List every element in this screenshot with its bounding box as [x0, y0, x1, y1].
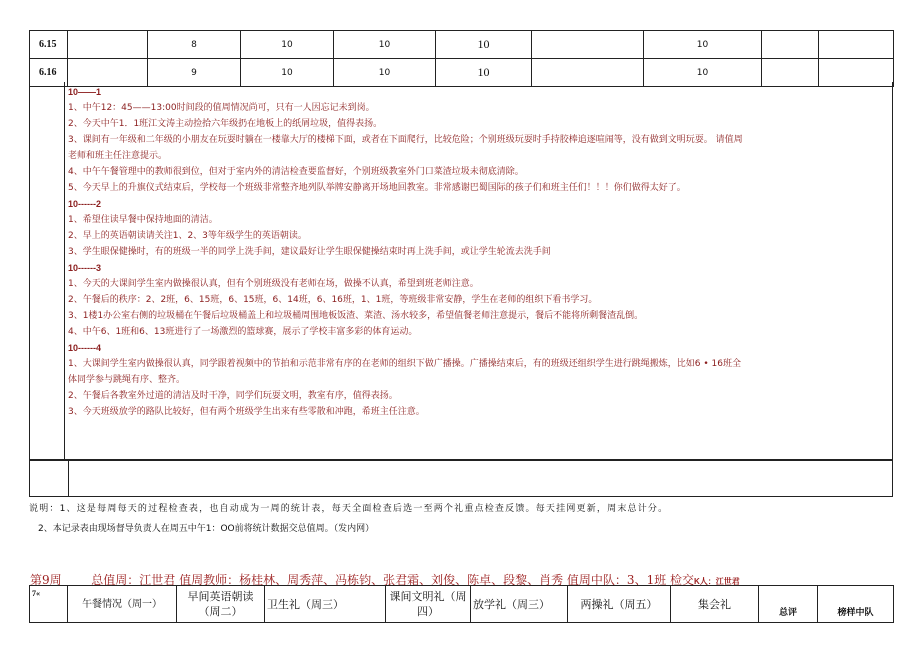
note-section-4: [68, 340, 888, 420]
note-line: 2、早上的英语朝读请关注1、2、3等年级学生的英语朝读。: [68, 231, 307, 241]
week-label: 第9周: [30, 573, 62, 587]
section-title: 10------2: [68, 199, 101, 209]
note-line: 5、今天早上的升旗仪式结束后，学校每一个班级非常整齐地列队举牌安静离开场地回教室。非常感谢巴蜀国际的孩子们和班主任们！！！你们做得太好了。: [68, 183, 686, 193]
column-divider: [64, 82, 65, 459]
date-cell: 6.15: [30, 31, 68, 59]
note-section-2: [68, 196, 888, 260]
score-row-0: [30, 31, 894, 59]
note-line: 1、大课间学生室内做操很认真，同学跟着视频中的节拍和示范非常有序的在老师的组织下做广播操。广播操结束后，有的班级还组织学生进行跳绳搬炼，比如6 • 16班全: [68, 359, 741, 369]
explain-line-1: 说明：1、这是每周每天的过程检查表，也自动成为一周的统计表，每天全面检查后选一至两个礼重点检查反馈。每天挂网更新，周末总计分。: [29, 504, 669, 514]
score-cell: 10: [644, 59, 762, 87]
score-cell: 10: [436, 59, 532, 87]
note-line: 3、1楼1办公室右侧的垃圾桶在午餐后垃圾桶盖上和垃圾桶周围地板饭渣、菜渣、汤水较多，希望值餐老师注意提示，餐后不能将所剩餐渣乱倒。: [68, 311, 644, 321]
notes-body: [68, 84, 888, 420]
note-line: 2、午餐后的秩序：2、2班，6、15班，6、15班，6、14班，6、16班，1、1班，等班级非常安静，学生在老师的组织下看书学习。: [68, 295, 598, 305]
score-cell: 9: [148, 59, 241, 87]
column-header: 两操礼（周五）: [568, 586, 671, 623]
score-cell: 10: [334, 59, 436, 87]
score-table: [29, 30, 894, 87]
note-line: 4、中午6、1班和6、13班进行了一场激烈的篮球赛，展示了学校丰富多彩的体育运动。: [68, 327, 418, 337]
score-cell: 10: [334, 31, 436, 59]
header-row: [30, 586, 894, 623]
column-divider: [68, 461, 69, 496]
corner-cell: 7«: [30, 586, 68, 623]
score-cell: [68, 31, 148, 59]
date-cell: 6.16: [30, 59, 68, 87]
note-section-3: [68, 260, 888, 340]
note-section-1: [68, 84, 888, 196]
score-cell: 10: [436, 31, 532, 59]
column-header: 集会礼: [671, 586, 759, 623]
note-line: 3、学生眼保健操时，有的班级一半的同学上洗手间，建议最好让学生眼保健操结束时再上洗手间，或让学生轮流去洗手间: [68, 247, 551, 257]
checker-label: K人：江世君: [694, 577, 740, 586]
note-line: 2、今天中午1．1班江文涛主动捡拾六年级扔在地板上的纸屑垃圾，值得表扬。: [68, 119, 383, 129]
score-cell: [762, 31, 819, 59]
column-header: 榜样中队: [818, 586, 894, 623]
week-table-header: [29, 585, 894, 623]
score-cell: [532, 31, 644, 59]
note-line: 老师和班主任注意提示。: [68, 151, 168, 161]
score-cell: 10: [241, 59, 334, 87]
section-title: 10------4: [68, 343, 101, 353]
section-title: 10——1: [68, 87, 102, 97]
note-line: 3、今天班级放学的路队比较好，但有两个班级学生出来有些零散和冲跑，希班主任注意。: [68, 407, 425, 417]
score-cell: 10: [644, 31, 762, 59]
column-header: 早间英语朝读（周二）: [177, 586, 265, 623]
column-header: 卫生礼（周三）: [265, 586, 386, 623]
column-header: 课间文明礼（周四）: [386, 586, 471, 623]
section-title: 10------3: [68, 263, 101, 273]
note-line: 1、中午12：45——13:00时间段的值周情况尚可，只有一人因忘记未到岗。: [68, 103, 375, 113]
note-line: 3、课间有一年级和二年级的小朋友在玩耍时躺在一楼靠大厅的楼梯下面，或者在下面爬行，比较危险；个别班级玩耍时手持胶棒追逐喧闹等，没有做到文明玩耍。 请值周: [68, 135, 743, 145]
note-line: 4、中午午餐管理中的教师很到位，但对于室内外的清洁检查要监督好，个别班级教室外门口菜渣垃圾未彻底清除。: [68, 167, 524, 177]
notes-block: [29, 82, 893, 460]
empty-row: [29, 460, 893, 497]
score-cell: 8: [148, 31, 241, 59]
score-cell: 10: [241, 31, 334, 59]
score-cell: [819, 31, 894, 59]
note-line: 1、希望住读早餐中保持地面的清洁。: [68, 215, 218, 225]
note-line: 2、午餐后各教室外过道的清洁及时干净，同学们玩耍文明，教室有序，值得表扬。: [68, 391, 398, 401]
column-header: 总评: [759, 586, 818, 623]
note-line: 1、今天的大课间学生室内做操很认真，但有个别班级没有老师在场，做操不认真，希望到班老师注意。: [68, 279, 479, 289]
duty-info: 总值周：江世君 值周教师：杨桂林、周秀萍、冯栋钧、张君霜、刘俊、陈卓、段黎、肖秀 值周中队：3、1班 检交: [91, 573, 695, 587]
column-header: 午餐情况（周一）: [68, 586, 177, 623]
note-line: 体同学参与跳绳有序、整齐。: [68, 375, 186, 385]
explain-line-2: 2、本记录表由现场督导负责人在周五中午1：OO前将统计数据交总值周。（发内网）: [38, 524, 375, 534]
column-header: 放学礼（周三）: [471, 586, 568, 623]
